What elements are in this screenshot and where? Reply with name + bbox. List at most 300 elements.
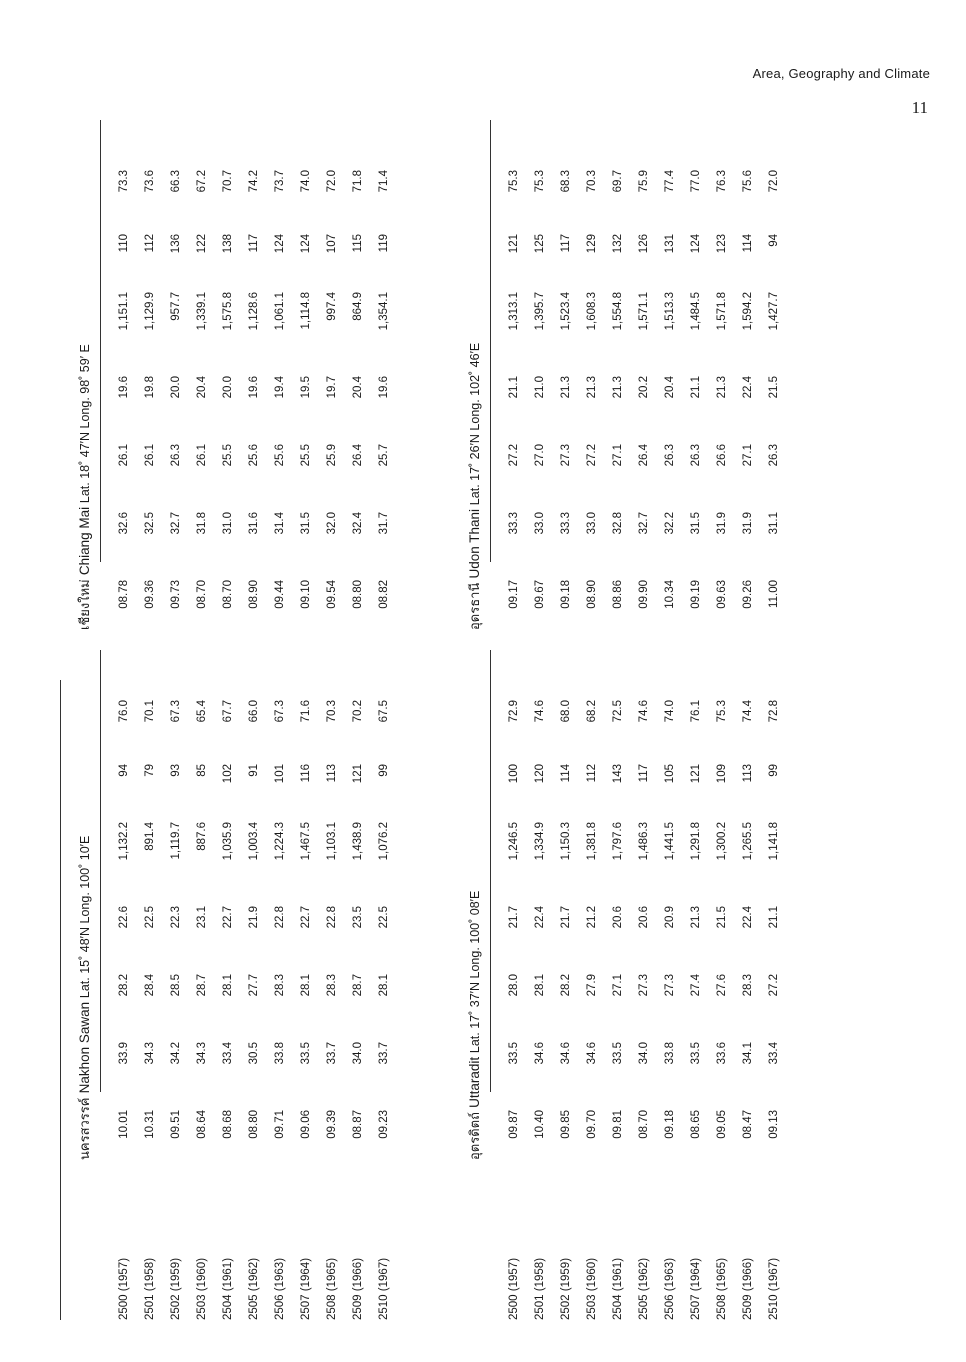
table-cell: 33.0 (586, 512, 598, 535)
table-cell: 09.18 (664, 1110, 676, 1139)
table-cell: 25.6 (274, 444, 286, 467)
table-cell: 32.7 (170, 512, 182, 535)
table-cell: 1,119.7 (170, 822, 182, 860)
table-cell: 08.90 (586, 580, 598, 609)
table-cell: 09.87 (508, 1110, 520, 1139)
station-thai-name: อุตรดิตถ์ (468, 1107, 483, 1160)
table-cell: 33.3 (508, 512, 520, 535)
table-cell: 21.9 (248, 906, 260, 929)
table-cell: 27.1 (612, 444, 624, 467)
table-cell: 21.1 (690, 376, 702, 399)
table-cell: 09.81 (612, 1110, 624, 1139)
table-cell: 19.8 (144, 376, 156, 399)
year-label: 2504 (1961) (222, 1257, 234, 1320)
table-cell: 75.6 (742, 170, 754, 193)
table-cell: 31.6 (248, 512, 260, 535)
table-cell: 21.3 (586, 376, 598, 399)
table-cell: 09.73 (170, 580, 182, 609)
table-cell: 28.2 (560, 974, 572, 997)
table-cell: 09.71 (274, 1110, 286, 1139)
table-cell: 1,224.3 (274, 822, 286, 861)
table-cell: 70.1 (144, 700, 156, 723)
table-cell: 19.6 (378, 376, 390, 399)
table-cell: 21.7 (560, 906, 572, 929)
table-cell: 22.6 (118, 906, 130, 929)
table-cell: 33.8 (274, 1042, 286, 1065)
table-cell: 26.3 (170, 444, 182, 467)
year-label: 2502 (1959) (560, 1257, 572, 1320)
year-label: 2504 (1961) (612, 1257, 624, 1320)
table-cell: 76.0 (118, 700, 130, 723)
top-rule-left (60, 680, 61, 1320)
table-cell: 28.1 (222, 974, 234, 997)
table-cell: 08.70 (222, 580, 234, 609)
table-cell: 31.0 (222, 512, 234, 535)
year-label: 2508 (1965) (326, 1257, 338, 1320)
table-cell: 75.3 (534, 170, 546, 193)
rotated-climate-table (52, 140, 872, 1320)
table-cell: 09.85 (560, 1110, 572, 1139)
table-cell: 1,608.3 (586, 292, 598, 331)
table-cell: 113 (326, 764, 338, 783)
table-cell: 22.8 (326, 906, 338, 929)
table-cell: 31.8 (196, 512, 208, 535)
table-cell: 121 (508, 234, 520, 254)
table-cell: 20.4 (196, 376, 208, 399)
table-cell: 09.70 (586, 1110, 598, 1139)
table-cell: 22.5 (144, 906, 156, 929)
year-label: 2507 (1964) (690, 1257, 702, 1320)
table-cell: 1,128.6 (248, 292, 260, 331)
table-cell: 09.39 (326, 1110, 338, 1139)
table-cell: 26.3 (768, 444, 780, 467)
table-cell: 21.5 (768, 376, 780, 399)
table-cell: 21.3 (612, 376, 624, 399)
year-label: 2500 (1957) (508, 1257, 520, 1320)
table-cell: 08.90 (248, 580, 260, 609)
table-cell: 70.7 (222, 170, 234, 193)
table-cell: 1,061.1 (274, 292, 286, 331)
table-cell: 66.0 (248, 700, 260, 723)
table-cell: 115 (352, 234, 364, 253)
table-cell: 08.80 (352, 580, 364, 609)
station-name: Nakhon Sawan (77, 998, 92, 1094)
table-cell: 09.26 (742, 580, 754, 609)
table-cell: 27.1 (612, 974, 624, 997)
table-cell: 74.6 (534, 700, 546, 723)
table-cell: 34.6 (534, 1042, 546, 1065)
table-cell: 22.4 (742, 376, 754, 399)
table-cell: 09.13 (768, 1110, 780, 1139)
table-cell: 1,076.2 (378, 822, 390, 861)
station-block-chiang-mai (74, 90, 414, 630)
table-cell: 71.8 (352, 170, 364, 193)
table-cell: 91 (248, 764, 260, 777)
table-cell: 32.6 (118, 512, 130, 535)
table-cell: 136 (170, 234, 182, 254)
group-rule (100, 272, 101, 562)
table-cell: 32.0 (326, 512, 338, 535)
year-label: 2502 (1959) (170, 1257, 182, 1320)
table-cell: 132 (612, 234, 624, 254)
table-cell: 1,313.1 (508, 292, 520, 331)
table-cell: 19.6 (118, 376, 130, 399)
table-cell: 117 (638, 764, 650, 783)
table-cell: 28.3 (742, 974, 754, 997)
table-cell: 21.3 (716, 376, 728, 399)
table-cell: 34.2 (170, 1042, 182, 1065)
table-cell: 124 (274, 234, 286, 254)
table-cell: 119 (378, 234, 390, 253)
table-cell: 1,381.8 (586, 822, 598, 861)
station-name: Uttaradit (467, 1053, 482, 1108)
table-cell: 28.7 (352, 974, 364, 997)
table-cell: 28.2 (118, 974, 130, 997)
table-cell: 74.6 (638, 700, 650, 723)
table-cell: 69.7 (612, 170, 624, 193)
table-cell: 67.3 (274, 700, 286, 723)
table-cell: 74.4 (742, 700, 754, 723)
table-cell: 27.9 (586, 974, 598, 997)
table-cell: 68.0 (560, 700, 572, 723)
table-cell: 22.5 (378, 906, 390, 929)
table-cell: 27.3 (560, 444, 572, 467)
table-cell: 72.9 (508, 700, 520, 723)
station-coordinates: Lat. 15˚ 48′N Long. 100˚ 10′E (78, 835, 92, 999)
table-cell: 28.7 (196, 974, 208, 997)
table-cell: 101 (274, 764, 286, 784)
table-cell: 28.4 (144, 974, 156, 997)
table-cell: 124 (300, 234, 312, 254)
table-cell: 32.2 (664, 512, 676, 535)
table-cell: 20.4 (352, 376, 364, 399)
table-cell: 1,513.3 (664, 292, 676, 331)
table-cell: 21.5 (716, 906, 728, 929)
table-cell: 28.3 (326, 974, 338, 997)
table-cell: 30.5 (248, 1042, 260, 1065)
table-cell: 27.2 (768, 974, 780, 997)
table-cell: 1,797.6 (612, 822, 624, 861)
table-cell: 1,467.5 (300, 822, 312, 861)
table-cell: 32.4 (352, 512, 364, 535)
running-header: Area, Geography and Climate (752, 66, 930, 81)
table-cell: 114 (742, 234, 754, 253)
table-cell: 31.5 (300, 512, 312, 535)
table-cell: 31.5 (690, 512, 702, 535)
year-label: 2508 (1965) (716, 1257, 728, 1320)
group-rule (100, 650, 101, 820)
table-cell: 124 (690, 234, 702, 254)
table-cell: 31.7 (378, 512, 390, 535)
table-cell: 22.3 (170, 906, 182, 929)
table-cell: 08.65 (690, 1110, 702, 1139)
year-label: 2505 (1962) (248, 1257, 260, 1320)
year-label: 2505 (1962) (638, 1257, 650, 1320)
table-cell: 76.3 (716, 170, 728, 193)
station-title (74, 344, 95, 630)
table-cell: 28.1 (300, 974, 312, 997)
table-cell: 1,441.5 (664, 822, 676, 861)
table-cell: 21.7 (508, 906, 520, 929)
year-label: 2509 (1966) (352, 1257, 364, 1320)
table-cell: 26.4 (352, 444, 364, 467)
table-cell: 21.3 (560, 376, 572, 399)
table-cell: 33.5 (690, 1042, 702, 1065)
table-cell: 08.86 (612, 580, 624, 609)
year-label: 2506 (1963) (664, 1257, 676, 1320)
table-cell: 34.3 (196, 1042, 208, 1065)
table-cell: 1,141.8 (768, 822, 780, 861)
table-cell: 100 (508, 764, 520, 784)
table-cell: 143 (612, 764, 624, 784)
table-cell: 74.0 (300, 170, 312, 193)
table-cell: 138 (222, 234, 234, 254)
table-cell: 09.17 (508, 580, 520, 609)
table-cell: 1,003.4 (248, 822, 260, 861)
table-cell: 26.6 (716, 444, 728, 467)
table-cell: 19.6 (248, 376, 260, 399)
table-cell: 09.51 (170, 1110, 182, 1139)
table-cell: 70.3 (326, 700, 338, 723)
table-cell: 864.9 (352, 292, 364, 321)
page-number: 11 (911, 98, 928, 117)
table-cell: 1,395.7 (534, 292, 546, 331)
table-cell: 77.4 (664, 170, 676, 193)
table-cell: 09.19 (690, 580, 702, 609)
table-cell: 112 (144, 234, 156, 253)
table-cell: 27.3 (664, 974, 676, 997)
table-cell: 32.8 (612, 512, 624, 535)
table-cell: 11.00 (768, 580, 780, 608)
table-cell: 09.90 (638, 580, 650, 609)
table-cell: 08.80 (248, 1110, 260, 1139)
station-block-nakhon-sawan (74, 620, 414, 1160)
table-cell: 121 (690, 764, 702, 784)
table-cell: 10.31 (144, 1110, 156, 1139)
table-cell: 20.9 (664, 906, 676, 929)
table-cell: 31.4 (274, 512, 286, 535)
table-cell: 34.0 (638, 1042, 650, 1065)
table-cell: 125 (534, 234, 546, 254)
table-cell: 70.2 (352, 700, 364, 723)
station-coordinates: Lat. 18˚ 47′N Long. 98˚ 59′ E (78, 344, 92, 504)
table-cell: 10.34 (664, 580, 676, 609)
table-cell: 123 (716, 234, 728, 254)
table-cell: 77.0 (690, 170, 702, 193)
table-cell: 19.5 (300, 376, 312, 399)
table-cell: 94 (768, 234, 780, 247)
table-cell: 27.4 (690, 974, 702, 997)
table-cell: 28.1 (378, 974, 390, 997)
table-cell: 1,571.1 (638, 292, 650, 331)
table-cell: 20.6 (638, 906, 650, 929)
table-cell: 117 (248, 234, 260, 253)
table-cell: 110 (118, 234, 130, 253)
table-cell: 25.7 (378, 444, 390, 467)
table-cell: 22.7 (300, 906, 312, 929)
table-cell: 09.54 (326, 580, 338, 609)
table-cell: 26.1 (196, 444, 208, 467)
table-cell: 23.1 (196, 906, 208, 929)
group-rule (490, 120, 491, 290)
table-cell: 08.82 (378, 580, 390, 609)
table-cell: 26.4 (638, 444, 650, 467)
table-cell: 34.1 (742, 1042, 754, 1065)
table-cell: 32.7 (638, 512, 650, 535)
year-label: 2503 (1960) (196, 1257, 208, 1320)
table-cell: 891.4 (144, 822, 156, 851)
group-rule (490, 802, 491, 1092)
table-cell: 1,265.5 (742, 822, 754, 861)
table-cell: 08.70 (196, 580, 208, 609)
table-cell: 09.67 (534, 580, 546, 609)
table-cell: 28.5 (170, 974, 182, 997)
table-cell: 102 (222, 764, 234, 784)
table-cell: 08.47 (742, 1110, 754, 1139)
table-cell: 22.7 (222, 906, 234, 929)
table-cell: 34.0 (352, 1042, 364, 1065)
table-cell: 99 (768, 764, 780, 777)
table-cell: 09.06 (300, 1110, 312, 1139)
table-cell: 1,438.9 (352, 822, 364, 861)
table-cell: 25.9 (326, 444, 338, 467)
table-cell: 1,594.2 (742, 292, 754, 331)
table-cell: 72.0 (326, 170, 338, 193)
table-cell: 28.0 (508, 974, 520, 997)
station-title (464, 891, 485, 1160)
table-cell: 997.4 (326, 292, 338, 321)
table-cell: 26.1 (118, 444, 130, 467)
table-cell: 21.1 (768, 906, 780, 929)
table-cell: 33.6 (716, 1042, 728, 1065)
table-cell: 1,129.9 (144, 292, 156, 331)
table-cell: 20.4 (664, 376, 676, 399)
table-cell: 1,246.5 (508, 822, 520, 861)
table-cell: 1,132.2 (118, 822, 130, 861)
table-cell: 1,571.8 (716, 292, 728, 331)
table-cell: 33.9 (118, 1042, 130, 1065)
table-cell: 65.4 (196, 700, 208, 723)
table-cell: 122 (196, 234, 208, 254)
table-cell: 33.4 (768, 1042, 780, 1065)
table-cell: 28.3 (274, 974, 286, 997)
table-cell: 21.3 (690, 906, 702, 929)
table-cell: 99 (378, 764, 390, 777)
table-cell: 114 (560, 764, 572, 783)
year-label: 2510 (1967) (768, 1257, 780, 1320)
table-cell: 33.5 (300, 1042, 312, 1065)
table-cell: 21.0 (534, 376, 546, 399)
table-cell: 68.3 (560, 170, 572, 193)
table-cell: 34.6 (586, 1042, 598, 1065)
table-cell: 107 (326, 234, 338, 254)
group-rule (100, 802, 101, 1092)
table-cell: 09.10 (300, 580, 312, 609)
table-cell: 1,150.3 (560, 822, 572, 861)
year-label: 2503 (1960) (586, 1257, 598, 1320)
group-rule (490, 650, 491, 820)
table-cell: 120 (534, 764, 546, 784)
table-cell: 121 (352, 764, 364, 784)
table-cell: 09.36 (144, 580, 156, 609)
table-cell: 33.3 (560, 512, 572, 535)
table-cell: 75.9 (638, 170, 650, 193)
table-cell: 09.44 (274, 580, 286, 609)
table-cell: 21.2 (586, 906, 598, 929)
year-label: 2506 (1963) (274, 1257, 286, 1320)
table-cell: 957.7 (170, 292, 182, 321)
table-cell: 73.6 (144, 170, 156, 193)
table-cell: 33.4 (222, 1042, 234, 1065)
table-cell: 1,035.9 (222, 822, 234, 861)
year-label: 2509 (1966) (742, 1257, 754, 1320)
table-cell: 1,427.7 (768, 292, 780, 331)
table-cell: 71.6 (300, 700, 312, 723)
table-cell: 1,554.8 (612, 292, 624, 331)
table-cell: 1,575.8 (222, 292, 234, 331)
table-cell: 32.5 (144, 512, 156, 535)
table-cell: 08.64 (196, 1110, 208, 1139)
table-cell: 33.0 (534, 512, 546, 535)
table-cell: 126 (638, 234, 650, 254)
table-cell: 20.0 (170, 376, 182, 399)
table-cell: 74.0 (664, 700, 676, 723)
table-cell: 27.3 (638, 974, 650, 997)
table-cell: 73.3 (118, 170, 130, 193)
table-cell: 27.2 (508, 444, 520, 467)
table-cell: 20.6 (612, 906, 624, 929)
table-cell: 08.78 (118, 580, 130, 609)
table-cell: 93 (170, 764, 182, 777)
table-cell: 79 (144, 764, 156, 777)
table-cell: 08.68 (222, 1110, 234, 1139)
table-cell: 08.87 (352, 1110, 364, 1139)
year-label: 2500 (1957) (118, 1257, 130, 1320)
table-cell: 1,354.1 (378, 292, 390, 331)
table-cell: 1,339.1 (196, 292, 208, 331)
table-cell: 20.2 (638, 376, 650, 399)
table-cell: 25.5 (222, 444, 234, 467)
table-cell: 1,114.8 (300, 292, 312, 330)
table-cell: 23.5 (352, 906, 364, 929)
table-cell: 27.7 (248, 974, 260, 997)
table-cell: 25.5 (300, 444, 312, 467)
table-cell: 33.7 (326, 1042, 338, 1065)
table-cell: 22.4 (534, 906, 546, 929)
table-cell: 20.0 (222, 376, 234, 399)
table-cell: 67.2 (196, 170, 208, 193)
table-cell: 71.4 (378, 170, 390, 193)
table-cell: 1,484.5 (690, 292, 702, 331)
table-cell: 26.3 (664, 444, 676, 467)
table-cell: 22.4 (742, 906, 754, 929)
table-cell: 112 (586, 764, 598, 783)
station-name: Chiang Mai (77, 503, 92, 576)
table-cell: 26.1 (144, 444, 156, 467)
table-cell: 117 (560, 234, 572, 253)
table-cell: 76.1 (690, 700, 702, 723)
table-cell: 72.5 (612, 700, 624, 723)
station-block-uttaradit (464, 620, 804, 1160)
table-cell: 08.70 (638, 1110, 650, 1139)
year-label: 2510 (1967) (378, 1257, 390, 1320)
group-rule (100, 120, 101, 290)
table-cell: 1,486.3 (638, 822, 650, 861)
table-cell: 21.1 (508, 376, 520, 399)
table-cell: 31.9 (716, 512, 728, 535)
table-cell: 26.3 (690, 444, 702, 467)
table-cell: 25.6 (248, 444, 260, 467)
